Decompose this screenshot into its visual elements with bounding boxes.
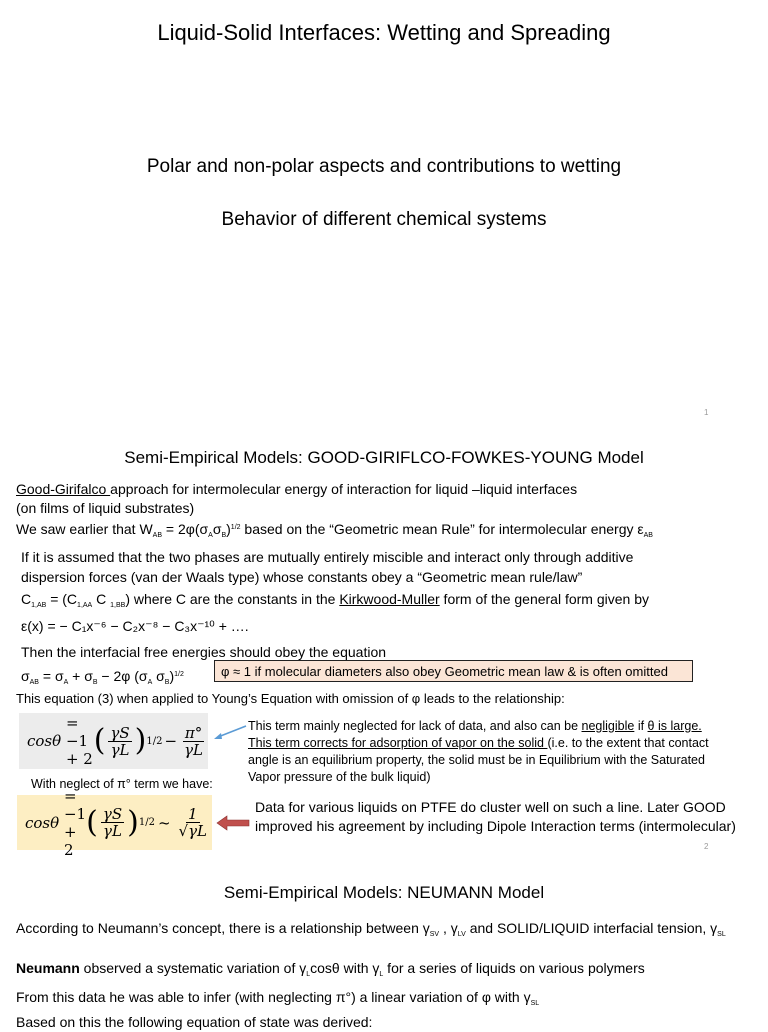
phi-note-box: φ ≈ 1 if molecular diameters also obey Geometric mean law & is often omitted: [214, 660, 693, 682]
paragraph-good-girifalco: Good-Girifalco approach for intermolecular energy of interaction for liquid –liquid interfaces (on films of liquid substrates) We saw earlier that $W_{AB} = 2\varphi(\sigma_A\sigma_B)^{1/2}$ based on the “Geometric mean Rule” for intermolecular energy $\varepsilon_{AB}$: [16, 481, 653, 539]
neumann-observation-text: Neumann observed a systematic variation of $\gamma_L\cos\theta$ with $\gamma_L$ for a series of liquids on various polymers From this data he was able to infer (with neglecting π°) a linear variation of φ with $\gamma_{SL}$: [16, 960, 645, 1007]
kirkwood-muller-line: $C_{1,AB} = (C_{1,AA}$ C $_{1,BB}$) where C are the constants in the Kirkwood-Muller form of the general form given by: [21, 591, 649, 609]
slide1-title: Liquid-Solid Interfaces: Wetting and Spreading: [157, 20, 611, 45]
page-number-1: 1: [704, 408, 709, 417]
slide3-title: Semi-Empirical Models: NEUMANN Model: [223, 883, 545, 902]
red-arrow-icon: [215, 815, 251, 831]
equation-cos-theta-simplified: cosθ = −1 + 2 ( $\frac{\gamma S}{\gamma L}$ ) 1/2 ~ $\frac{1}{√\gamma L}$: [17, 795, 212, 850]
epsilon-equation: ε(x) = − C₁x⁻⁶ − C₂x⁻⁸ − C₃x⁻¹⁰ + ….: [21, 618, 249, 634]
neumann-concept-text: According to Neumann’s concept, there is a relationship between $\gamma_{SV}$ , $\gamma_{LV}$ and SOLID/LIQUID interfacial tension, $\gamma_{SL}$: [16, 920, 726, 938]
equation-of-state-text: Based on this the following equation of state was derived:: [16, 1014, 373, 1030]
young-equation-text: This equation (3) when applied to Young’s Equation with omission of φ leads to the relationship:: [16, 691, 565, 706]
blue-arrow-icon: [212, 724, 248, 740]
kirkwood-muller-link: Kirkwood-Muller: [339, 591, 440, 607]
annotation-ptfe-data: Data for various liquids on PTFE do cluster well on such a line. Later GOOD improved his agreement by including Dipole Interaction terms (intermolecular): [255, 799, 736, 834]
good-girifalco-link: Good-Girifalco: [16, 481, 111, 497]
page-number-2: 2: [704, 842, 709, 851]
equation-cos-theta-full: cosθ = −1 + 2 ( $\frac{\gamma S}{\gamma L}$ ) 1/2 − $\frac{\pi^\circ}{\gamma L}$: [19, 713, 208, 769]
sigma-equation: $\sigma_{AB} = \sigma_A + \sigma_B - 2\varphi$ ($\sigma_A$ $\sigma_B)^{1/2}$: [21, 668, 184, 686]
neglect-pi-label: With neglect of π° term we have:: [31, 777, 213, 791]
slide1-line2: Behavior of different chemical systems: [221, 209, 547, 230]
annotation-pi-term: This term mainly neglected for lack of data, and also can be negligible if θ is large. This term corrects for adsorption of vapor on the solid (i.e. to the extent that contact angle is an equilibrium property, the solid must be in Equilibrium with the Saturated Vapor pressure of the bulk liquid): [248, 719, 709, 784]
slide2-title: Semi-Empirical Models: GOOD-GIRIFLCO-FOWKES-YOUNG Model: [124, 448, 644, 467]
paragraph-miscible-phases: If it is assumed that the two phases are mutually entirely miscible and interact only through additive dispersion forces (van der Waals type) whose constants obey a “Geometric mean rule/law”: [21, 549, 634, 585]
geometric-mean-line: We saw earlier that $W_{AB} = 2\varphi(\sigma_A\sigma_B)^{1/2}$ based on the “Geometric mean Rule” for intermolecular energy $\varepsilon_{AB}$: [16, 521, 653, 539]
interfacial-energies-text: Then the interfacial free energies should obey the equation: [21, 644, 387, 660]
slide1-line1: Polar and non-polar aspects and contributions to wetting: [146, 156, 622, 177]
